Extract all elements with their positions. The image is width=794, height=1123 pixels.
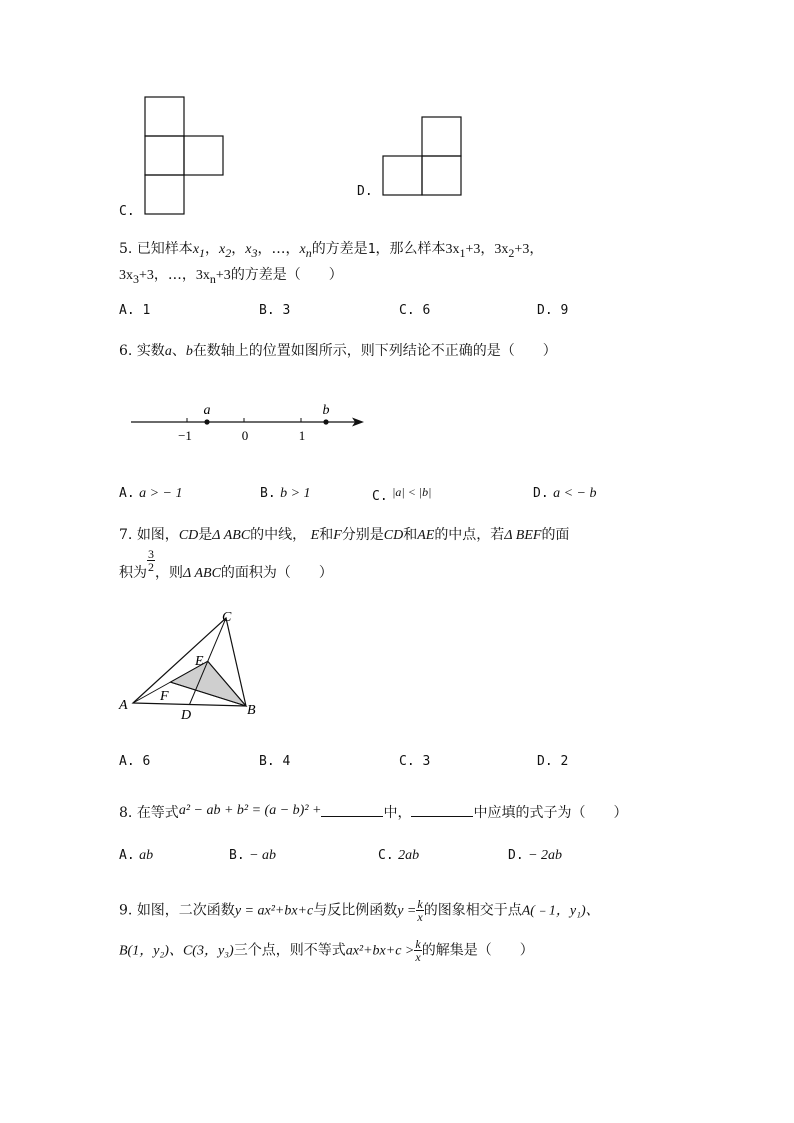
q8-blank[interactable] xyxy=(321,802,383,817)
q5-x2: $x_2$ xyxy=(219,242,232,260)
q9-fraction: $\frac{k}{x}$ xyxy=(415,937,421,964)
q5-text: 已知样本 xyxy=(136,241,193,257)
q5-stem-line2 xyxy=(119,264,343,287)
q7-seg-cd: CD xyxy=(178,528,199,543)
q9-point-a: A(﹣1，y₁)、 xyxy=(521,903,600,919)
q6-var-b: b xyxy=(185,344,193,359)
q5-variance: 1 xyxy=(367,242,376,257)
q5-text: 的方差是（ ） xyxy=(230,267,343,283)
q7-point-f: F xyxy=(333,528,342,543)
q6-text: 实数 xyxy=(136,343,165,359)
q7-label-c: C xyxy=(222,610,232,625)
q4-option-c-label[interactable]: C. xyxy=(119,204,135,219)
q5-text: ，那么样本 xyxy=(375,241,446,257)
q7-text: 的面 xyxy=(541,527,570,543)
q7-option-b[interactable]: B. 4 xyxy=(259,754,291,769)
q9-number: 9. xyxy=(119,902,133,919)
q5-sep: ，…， xyxy=(153,267,196,283)
q7-label-e: E xyxy=(195,654,204,669)
q6-option-b[interactable]: B. b > 1 xyxy=(260,486,311,501)
q7-text: 分别是 xyxy=(341,527,384,543)
q9-text: 如图，二次函数 xyxy=(136,902,235,919)
q8-option-a[interactable]: A. ab xyxy=(119,848,154,863)
q8-text: 中， xyxy=(383,805,412,821)
q7-tri-bef: Δ BEF xyxy=(504,528,542,543)
q5-expr3: $3x_3+3$ xyxy=(119,268,154,286)
q9-text: 三个点，则不等式 xyxy=(233,942,346,959)
q8-option-b[interactable]: B. − ab xyxy=(229,848,277,863)
q8-blank[interactable] xyxy=(411,802,473,817)
q4-option-d-label[interactable]: D. xyxy=(357,184,373,199)
q7-label-f: F xyxy=(160,689,169,704)
q7-triangle-figure xyxy=(115,606,275,724)
q5-sep: ， xyxy=(205,241,220,257)
q5-xn: $x_n$ xyxy=(299,242,312,260)
q5-expr2: $3x_2+3$ xyxy=(494,242,530,260)
q9-text: 与反比例函数 xyxy=(313,902,398,919)
q7-text: 积为 xyxy=(119,565,147,581)
q7-option-d[interactable]: D. 2 xyxy=(537,754,569,769)
q7-point-e: E xyxy=(310,528,320,543)
q8-equation: a² − ab + b² = (a − b)² + xyxy=(178,803,322,818)
q6-point-b-label: b xyxy=(322,403,330,418)
q5-sep: ，…， xyxy=(257,241,300,257)
q6-option-d[interactable]: D. a < − b xyxy=(533,486,597,501)
q9-point-bc: B(1，y₂)、C(3，y₃) xyxy=(119,943,234,959)
q9-reciprocal: y = xyxy=(397,903,417,919)
q9-text: 的解集是（ ） xyxy=(421,942,534,959)
q8-text: 在等式 xyxy=(136,805,179,821)
q5-x3: $x_3$ xyxy=(245,242,258,260)
q5-option-c[interactable]: C. 6 xyxy=(399,303,431,318)
q5-stem-line1 xyxy=(119,238,543,261)
q9-inequality: ax²+bx+c > xyxy=(345,943,415,959)
q7-text: 的中点，若 xyxy=(434,527,505,543)
q6-text: 在数轴上的位置如图所示，则下列结论不正确的是（ ） xyxy=(192,343,557,359)
q5-option-b[interactable]: B. 3 xyxy=(259,303,291,318)
q7-text: 的面积为（ ） xyxy=(220,565,333,581)
q6-number: 6. xyxy=(119,343,133,359)
q8-text: 中应填的式子为（ ） xyxy=(473,805,628,821)
q9-text: 的图象相交于点 xyxy=(423,902,522,919)
q8-stem xyxy=(119,802,627,822)
q7-fraction: $\frac{3}{2}$ xyxy=(148,547,154,574)
q9-quadratic: y = ax²+bx+c xyxy=(234,903,314,919)
q8-number: 8. xyxy=(119,805,133,821)
q9-fraction: $\frac{k}{x}$ xyxy=(417,897,423,924)
q7-seg-ae: AE xyxy=(417,528,435,543)
q5-text: 的方差是 xyxy=(311,241,368,257)
q7-tri-abc: Δ ABC xyxy=(212,528,251,543)
q7-text: 是 xyxy=(198,527,213,543)
q6-tick-label: −1 xyxy=(178,428,192,443)
q6-tick-label: 1 xyxy=(298,428,306,443)
q6-option-a[interactable]: A. a > − 1 xyxy=(119,486,183,501)
q7-option-c[interactable]: C. 3 xyxy=(399,754,431,769)
q8-option-c[interactable]: C. 2ab xyxy=(378,848,420,863)
q7-number: 7. xyxy=(119,527,133,543)
q5-sep: ， xyxy=(231,241,246,257)
q7-label-d: D xyxy=(181,708,192,723)
q8-option-d[interactable]: D. − 2ab xyxy=(508,848,563,863)
q7-tri-abc: Δ ABC xyxy=(183,566,221,581)
q9-stem-line1 xyxy=(119,898,600,923)
q6-option-c[interactable]: C. |a| < |b| xyxy=(372,485,432,504)
q6-number-line xyxy=(128,398,368,446)
q7-stem-line1 xyxy=(119,524,569,544)
q7-label-a: A xyxy=(119,698,128,713)
q6-stem xyxy=(119,340,557,360)
q7-text: 和 xyxy=(319,527,334,543)
q4-net-d-figure xyxy=(380,114,466,200)
q5-option-d[interactable]: D. 9 xyxy=(537,303,569,318)
q6-text: 、 xyxy=(171,343,186,359)
q7-option-a[interactable]: A. 6 xyxy=(119,754,151,769)
q4-net-c-figure xyxy=(140,94,230,218)
q5-expr1: $3x_1+3$ xyxy=(445,242,481,260)
q7-text: 的中线， xyxy=(250,527,307,543)
q7-text: 和 xyxy=(403,527,418,543)
q5-number: 5. xyxy=(119,241,133,257)
q7-label-b: B xyxy=(247,703,256,718)
q7-text: 如图， xyxy=(136,527,179,543)
q6-var-a: a xyxy=(164,344,172,359)
q5-x1: $x_1$ xyxy=(192,242,206,260)
q5-expr4: $3x_n+3$ xyxy=(195,268,231,286)
q6-tick-label: 0 xyxy=(241,428,249,443)
q6-point-a-label: a xyxy=(203,403,211,418)
q5-option-a[interactable]: A. 1 xyxy=(119,303,151,318)
q7-stem-line2 xyxy=(119,548,333,582)
q7-text: ，则 xyxy=(155,565,183,581)
q7-seg-cd: CD xyxy=(383,528,404,543)
q9-stem-line2 xyxy=(119,938,534,963)
q5-sep: ， xyxy=(529,241,544,257)
q5-sep: ， xyxy=(480,241,495,257)
